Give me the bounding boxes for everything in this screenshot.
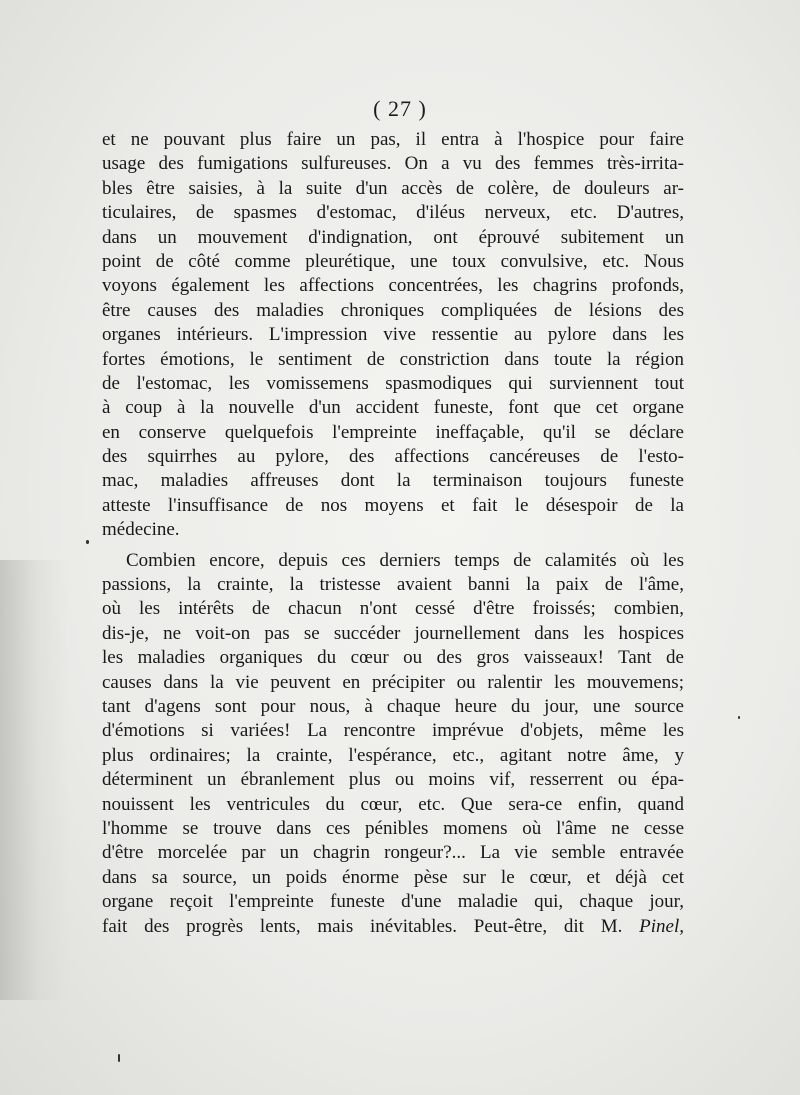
text-line: à coup à la nouvelle d'un accident funeste, font que cet organe bbox=[102, 397, 684, 419]
text-line-final bbox=[102, 915, 684, 939]
text-line: nouissent les ventricules du cœur, etc. Que sera-ce enfin, quand bbox=[102, 793, 684, 815]
page-edge-shadow bbox=[0, 560, 70, 1000]
text-line: dis-je, ne voit-on pas se succéder journellement dans les hospices bbox=[102, 622, 684, 644]
text-line: de l'estomac, les vomissemens spasmodiques qui surviennent tout bbox=[102, 372, 684, 394]
page-number: ( 27 ) bbox=[373, 96, 427, 121]
text-line: mac, maladies affreuses dont la terminaison toujours funeste bbox=[102, 470, 684, 492]
body-text bbox=[102, 128, 684, 939]
text-line: dans un mouvement d'indignation, ont éprouvé subitement un bbox=[102, 226, 684, 248]
text-line: causes dans la vie peuvent en précipiter ou ralentir les mouvemens; bbox=[102, 671, 684, 693]
text-line: tant d'agens sont pour nous, à chaque heure du jour, une source bbox=[102, 695, 684, 717]
text-line: plus ordinaires; la crainte, l'espérance, etc., agitant notre âme, y bbox=[102, 744, 684, 766]
text-line: des squirrhes au pylore, des affections cancéreuses de l'esto- bbox=[102, 446, 684, 468]
text-line: ticulaires, de spasmes d'estomac, d'iléus nerveux, etc. D'autres, bbox=[102, 202, 684, 224]
paragraph-1 bbox=[102, 128, 684, 543]
text-line: dans sa source, un poids énorme pèse sur le cœur, et déjà cet bbox=[102, 866, 684, 888]
text-line: bles être saisies, à la suite d'un accès de colère, de douleurs ar- bbox=[102, 177, 684, 199]
ink-speck bbox=[738, 716, 740, 719]
italic-name: Pinel, bbox=[639, 915, 685, 937]
text-line: déterminent un ébranlement plus ou moins vif, resserrent ou épa- bbox=[102, 769, 684, 791]
text-line: point de côté comme pleurétique, une toux convulsive, etc. Nous bbox=[102, 250, 684, 272]
text-line: voyons également les affections concentrées, les chagrins profonds, bbox=[102, 275, 684, 297]
text-line: et ne pouvant plus faire un pas, il entra à l'hospice pour faire bbox=[102, 129, 684, 150]
text-line: les maladies organiques du cœur ou des gros vaisseaux! Tant de bbox=[102, 647, 684, 669]
text-line: d'être morcelée par un chagrin rongeur?... La vie semble entravée bbox=[102, 842, 684, 864]
text-line: fortes émotions, le sentiment de constriction dans toute la région bbox=[102, 348, 684, 370]
text-line: médecine. bbox=[102, 519, 180, 541]
text-line: Combien encore, depuis ces derniers temps de calamités où les bbox=[126, 549, 684, 571]
paragraph-2 bbox=[102, 549, 684, 939]
ink-speck bbox=[86, 540, 89, 544]
text-line: en conserve quelquefois l'empreinte ineffaçable, qu'il se déclare bbox=[102, 421, 684, 443]
ink-speck bbox=[118, 1054, 120, 1062]
final-line-text: fait des progrès lents, mais inévitables. Peut-être, dit M. bbox=[102, 915, 623, 937]
text-line: où les intérêts de chacun n'ont cessé d'être froissés; combien, bbox=[102, 598, 684, 620]
text-line: usage des fumigations sulfureuses. On a vu des femmes très-irrita- bbox=[102, 153, 684, 175]
text-line: être causes des maladies chroniques compliquées de lésions des bbox=[102, 299, 684, 321]
text-line: l'homme se trouve dans ces pénibles momens où l'âme ne cesse bbox=[102, 817, 684, 839]
text-line: organe reçoit l'empreinte funeste d'une maladie qui, chaque jour, bbox=[102, 891, 684, 913]
text-line: d'émotions si variées! La rencontre imprévue d'objets, même les bbox=[102, 720, 684, 742]
text-line: organes intérieurs. L'impression vive ressentie au pylore dans les bbox=[102, 324, 684, 346]
text-line: passions, la crainte, la tristesse avaient banni la paix de l'âme, bbox=[102, 574, 684, 596]
text-line: atteste l'insuffisance de nos moyens et fait le désespoir de la bbox=[102, 494, 684, 516]
